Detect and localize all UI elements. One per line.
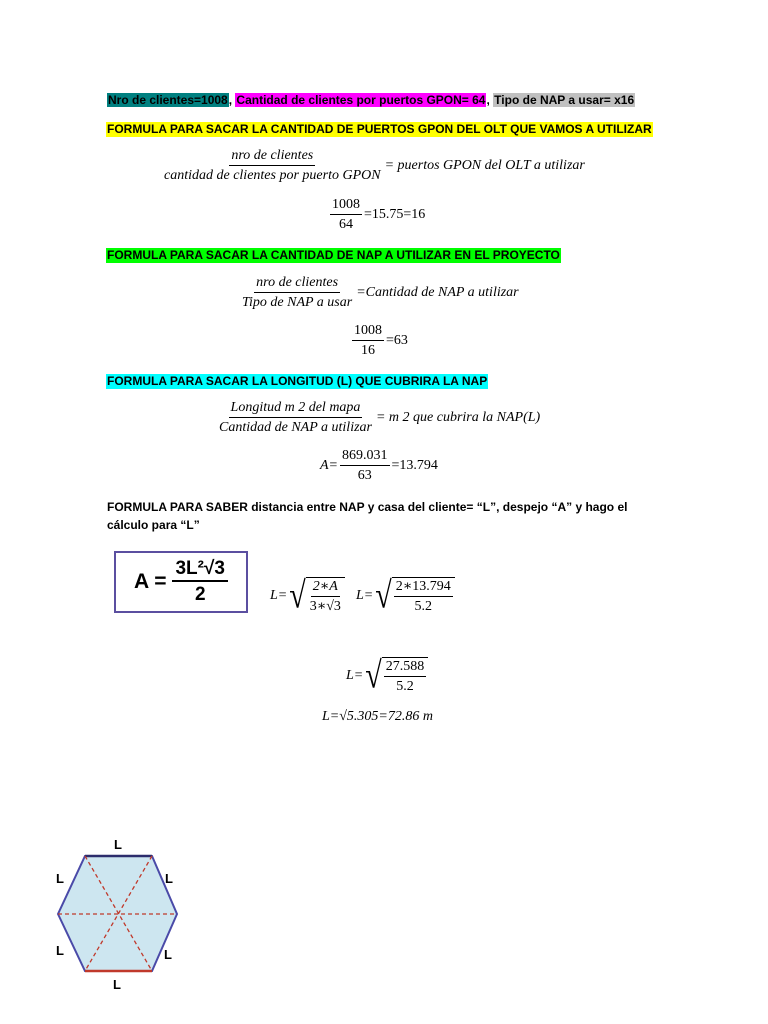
eq-lhs: L=: [356, 588, 374, 603]
section3-formula: [217, 400, 540, 436]
l-formula-1: [270, 574, 345, 616]
separator: ,: [228, 93, 233, 107]
section1-calculation: [330, 197, 425, 233]
section1-formula: [162, 148, 585, 184]
section2-calculation: [352, 323, 408, 359]
formula-rhs: = puertos GPON del OLT a utilizar: [384, 158, 585, 173]
denominator: Cantidad de NAP a utilizar: [219, 420, 372, 435]
numerator: nro de clientes: [254, 275, 340, 293]
side-label: L: [164, 947, 172, 962]
numerator: 27.588: [384, 659, 427, 677]
denominator: 2: [194, 584, 206, 605]
numerator: nro de clientes: [229, 148, 315, 166]
numerator: 2∗13.794: [394, 579, 453, 597]
sqrt: [365, 654, 428, 696]
denominator: 5.2: [414, 599, 432, 614]
l-result: L=√5.305=72.86 m: [322, 709, 433, 724]
clients-per-port: Cantidad de clientes por puertos GPON= 64: [236, 93, 486, 107]
side-label: L: [56, 871, 64, 886]
section3-calculation: [320, 448, 438, 484]
formula-rhs: = m 2 que cubrira la NAP(L): [375, 410, 541, 425]
fraction: [394, 579, 453, 615]
denominator: 64: [339, 217, 353, 232]
fraction: [340, 448, 390, 484]
section3-title: FORMULA PARA SACAR LA LONGITUD (L) QUE CUBRIRA LA NAP: [107, 374, 488, 388]
numerator: 1008: [330, 197, 362, 215]
fraction: [217, 400, 374, 436]
l-formula-3: [346, 654, 428, 696]
sqrt: [289, 574, 345, 616]
fraction: [172, 558, 228, 606]
separator: ,: [486, 93, 490, 107]
side-label: L: [113, 977, 121, 992]
denominator: 5.2: [396, 679, 414, 694]
box-lhs: A =: [134, 570, 167, 593]
sqrt: [375, 574, 454, 616]
calc-lhs: A=: [320, 458, 338, 473]
hexagon-diagram: [45, 835, 195, 995]
side-label: L: [165, 871, 173, 886]
fraction: [330, 197, 362, 233]
area-formula-box: [114, 551, 248, 613]
denominator: 3∗√3: [309, 599, 341, 614]
calc-result: =15.75=16: [364, 207, 426, 222]
calc-result: =63: [386, 333, 408, 348]
section2-title: FORMULA PARA SACAR LA CANTIDAD DE NAP A UTILIZAR EN EL PROYECTO: [107, 248, 560, 262]
section1-title: FORMULA PARA SACAR LA CANTIDAD DE PUERTOS GPON DEL OLT QUE VAMOS A UTILIZAR: [107, 122, 652, 136]
calc-result: =13.794: [391, 458, 438, 473]
clients-count: Nro de clientes=1008: [108, 93, 228, 107]
fraction: [240, 275, 354, 311]
numerator: 1008: [352, 323, 384, 341]
side-label: L: [114, 837, 122, 852]
sqrt-icon: √: [289, 574, 306, 616]
numerator: 869.031: [340, 448, 390, 466]
denominator: cantidad de clientes por puerto GPON: [164, 168, 381, 183]
numerator: 3L²√3: [172, 558, 228, 582]
fraction: [162, 148, 383, 184]
denominator: 63: [357, 468, 372, 483]
section2-formula: [240, 275, 519, 311]
sqrt-icon: √: [365, 654, 382, 696]
l-formula-2: [356, 574, 455, 616]
side-label: L: [56, 943, 64, 958]
nap-type: Tipo de NAP a usar= x16: [494, 93, 635, 107]
eq-lhs: L=: [270, 588, 288, 603]
eq-lhs: L=: [346, 668, 364, 683]
sqrt-icon: √: [375, 574, 392, 616]
fraction: [308, 579, 343, 615]
section4-text: FORMULA PARA SABER distancia entre NAP y casa del cliente= “L”, despejo “A” y hago el cálculo para “L”: [107, 500, 628, 532]
denominator: 16: [361, 343, 375, 358]
fraction: [384, 659, 427, 695]
fraction: [352, 323, 384, 359]
formula-rhs: =Cantidad de NAP a utilizar: [356, 285, 519, 300]
numerator: Longitud m 2 del mapa: [229, 400, 363, 418]
denominator: Tipo de NAP a usar: [242, 295, 353, 310]
numerator: 2∗A: [311, 579, 340, 597]
header-line: [107, 93, 635, 108]
